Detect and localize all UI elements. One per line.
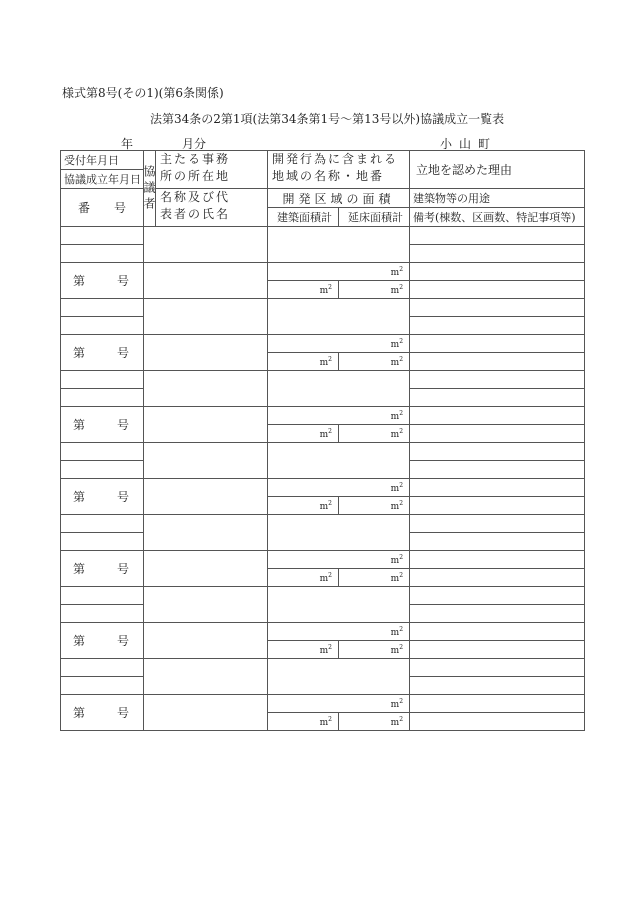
dai-label: 第 [72,418,87,432]
header-area-names-line2: 地域の名称・地番 [272,169,385,183]
building-area-cell [268,353,339,371]
table-row [61,299,585,317]
number-cell[interactable] [61,263,144,299]
unit-sup: 2 [399,553,404,561]
unit-sup: 2 [399,571,404,579]
go-label: 号 [117,562,132,576]
go-label: 号 [117,706,132,720]
received-date-cell[interactable] [61,659,144,677]
office-address-cell[interactable] [144,299,268,335]
dev-area-cell[interactable] [268,551,410,569]
name-representative-cell[interactable] [144,551,268,587]
table-row [61,515,585,533]
agreement-date-cell[interactable] [61,389,144,407]
building-area-cell [268,713,339,731]
name-representative-cell[interactable] [144,263,268,299]
name-representative-cell[interactable] [144,407,268,443]
header-floor-area: 延床面積計 [339,208,410,227]
agreement-list-table [60,150,585,731]
unit-sup: 2 [399,625,404,633]
town-name: 小山町 [440,137,498,151]
unit-label: m [390,483,400,494]
floor-area-cell [339,353,410,371]
office-address-cell[interactable] [144,515,268,551]
header-received-date: 受付年月日 [61,151,144,170]
floor-area-cell [339,281,410,299]
office-address-cell[interactable] [144,227,268,263]
received-date-cell[interactable] [61,371,144,389]
unit-sup: 2 [328,499,332,507]
dai-label: 第 [72,562,87,576]
unit-label: m [390,429,400,440]
usage-cell[interactable] [410,695,585,713]
received-date-cell[interactable] [61,299,144,317]
dai-label: 第 [72,490,87,504]
unit-sup: 2 [399,265,404,273]
table-row [61,695,585,713]
unit-label: m [319,429,329,440]
header-office-line1: 主たる事務 [160,152,231,166]
usage-cell[interactable] [410,407,585,425]
area-names-cell[interactable] [268,299,410,335]
reason-cell-2[interactable] [410,461,585,479]
dai-label: 第 [72,706,87,720]
header-name-line2: 表者の氏名 [160,207,231,221]
reason-cell[interactable] [410,587,585,605]
month-label: 月分 [182,137,207,151]
area-names-cell[interactable] [268,443,410,479]
dev-area-cell[interactable] [268,695,410,713]
table-row [61,623,585,641]
unit-sup: 2 [399,715,404,723]
table-row [61,371,585,389]
number-cell[interactable] [61,551,144,587]
reason-cell-2[interactable] [410,533,585,551]
office-address-cell[interactable] [144,371,268,407]
header-notes: 備考(棟数、区画数、特記事項等) [410,208,585,227]
header-usage: 建築物等の用途 [410,189,585,208]
unit-label: m [319,717,329,728]
table-row [61,587,585,605]
unit-sup: 2 [399,337,404,345]
unit-label: m [319,357,329,368]
unit-label: m [390,285,400,296]
header-office-address [156,151,268,189]
name-representative-cell[interactable] [144,335,268,371]
unit-label: m [390,699,400,710]
usage-cell[interactable] [410,335,585,353]
agreement-date-cell[interactable] [61,317,144,335]
reason-cell-2[interactable] [410,677,585,695]
agreement-date-cell[interactable] [61,533,144,551]
header-area-names-line1: 開発行為に含まれる [272,152,399,166]
agreement-date-cell[interactable] [61,677,144,695]
header-number: 番 号 [61,189,144,227]
header-name-line1: 名称及び代 [160,190,231,204]
reason-cell[interactable] [410,299,585,317]
header-building-area: 建築面積計 [268,208,339,227]
dai-label: 第 [72,634,87,648]
unit-label: m [390,267,400,278]
document-title: 法第34条の2第1項(法第34条第1号〜第13号以外)協議成立一覧表 [150,112,505,126]
go-label: 号 [117,634,132,648]
area-names-cell[interactable] [268,659,410,695]
unit-sup: 2 [399,643,404,651]
table-row [61,227,585,245]
go-label: 号 [117,490,132,504]
unit-label: m [390,339,400,350]
dev-area-cell[interactable] [268,407,410,425]
reason-cell[interactable] [410,443,585,461]
area-names-cell[interactable] [268,371,410,407]
notes-cell[interactable] [410,497,585,515]
table-row [61,335,585,353]
number-cell[interactable] [61,623,144,659]
table-row [61,659,585,677]
year-label: 年 [121,137,134,151]
area-names-cell[interactable] [268,587,410,623]
unit-label: m [390,357,400,368]
table-row [61,551,585,569]
dev-area-cell[interactable] [268,623,410,641]
reason-cell[interactable] [410,659,585,677]
reason-cell-2[interactable] [410,605,585,623]
header-area-names [268,151,410,189]
floor-area-cell [339,569,410,587]
unit-label: m [319,501,329,512]
unit-label: m [390,501,400,512]
dev-area-cell[interactable] [268,479,410,497]
building-area-cell [268,569,339,587]
unit-sup: 2 [399,355,404,363]
reason-cell[interactable] [410,515,585,533]
usage-cell[interactable] [410,263,585,281]
notes-cell[interactable] [410,281,585,299]
unit-sup: 2 [399,427,404,435]
unit-label: m [390,645,400,656]
notes-cell[interactable] [410,713,585,731]
reason-cell-2[interactable] [410,317,585,335]
go-label: 号 [117,418,132,432]
unit-label: m [319,573,329,584]
unit-label: m [390,555,400,566]
go-label: 号 [117,274,132,288]
building-area-cell [268,497,339,515]
unit-sup: 2 [328,715,332,723]
agreement-date-cell[interactable] [61,245,144,263]
notes-cell[interactable] [410,353,585,371]
reason-cell-2[interactable] [410,389,585,407]
dev-area-cell[interactable] [268,263,410,281]
unit-label: m [319,645,329,656]
number-cell[interactable] [61,695,144,731]
header-reason: 立地を認めた理由 [410,151,585,189]
floor-area-cell [339,713,410,731]
agreement-date-cell[interactable] [61,461,144,479]
building-area-cell [268,281,339,299]
received-date-cell[interactable] [61,515,144,533]
number-cell[interactable] [61,335,144,371]
name-representative-cell[interactable] [144,695,268,731]
usage-cell[interactable] [410,479,585,497]
notes-cell[interactable] [410,425,585,443]
header-name-representative [156,189,268,227]
unit-sup: 2 [399,697,404,705]
unit-label: m [390,573,400,584]
office-address-cell[interactable] [144,443,268,479]
form-number-label: 様式第8号(その1)(第6条関係) [62,86,224,100]
header-office-line2: 所の所在地 [160,169,231,183]
notes-cell[interactable] [410,569,585,587]
number-cell[interactable] [61,407,144,443]
go-label: 号 [117,346,132,360]
reason-cell[interactable] [410,371,585,389]
office-address-cell[interactable] [144,659,268,695]
name-representative-cell[interactable] [144,623,268,659]
agreement-date-cell[interactable] [61,605,144,623]
received-date-cell[interactable] [61,227,144,245]
unit-label: m [390,411,400,422]
unit-sup: 2 [399,481,404,489]
table-row [61,443,585,461]
unit-sup: 2 [399,283,404,291]
reason-cell[interactable] [410,227,585,245]
building-area-cell [268,641,339,659]
unit-sup: 2 [328,571,332,579]
unit-label: m [390,717,400,728]
floor-area-cell [339,497,410,515]
building-area-cell [268,425,339,443]
unit-sup: 2 [328,427,332,435]
notes-cell[interactable] [410,641,585,659]
area-names-cell[interactable] [268,515,410,551]
header-party: 協議者 [144,151,156,227]
usage-cell[interactable] [410,623,585,641]
header-dev-area: 開発区域の面積 [268,189,410,208]
unit-sup: 2 [328,643,332,651]
received-date-cell[interactable] [61,443,144,461]
office-address-cell[interactable] [144,587,268,623]
unit-sup: 2 [328,355,332,363]
unit-label: m [390,627,400,638]
reason-cell-2[interactable] [410,245,585,263]
dai-label: 第 [72,346,87,360]
usage-cell[interactable] [410,551,585,569]
dev-area-cell[interactable] [268,335,410,353]
received-date-cell[interactable] [61,587,144,605]
dai-label: 第 [72,274,87,288]
table-row [61,263,585,281]
area-names-cell[interactable] [268,227,410,263]
table-row [61,479,585,497]
name-representative-cell[interactable] [144,479,268,515]
header-agreement-date: 協議成立年月日 [61,170,144,189]
number-cell[interactable] [61,479,144,515]
unit-sup: 2 [328,283,332,291]
unit-sup: 2 [399,409,404,417]
unit-sup: 2 [399,499,404,507]
table-row [61,407,585,425]
unit-label: m [319,285,329,296]
floor-area-cell [339,641,410,659]
floor-area-cell [339,425,410,443]
